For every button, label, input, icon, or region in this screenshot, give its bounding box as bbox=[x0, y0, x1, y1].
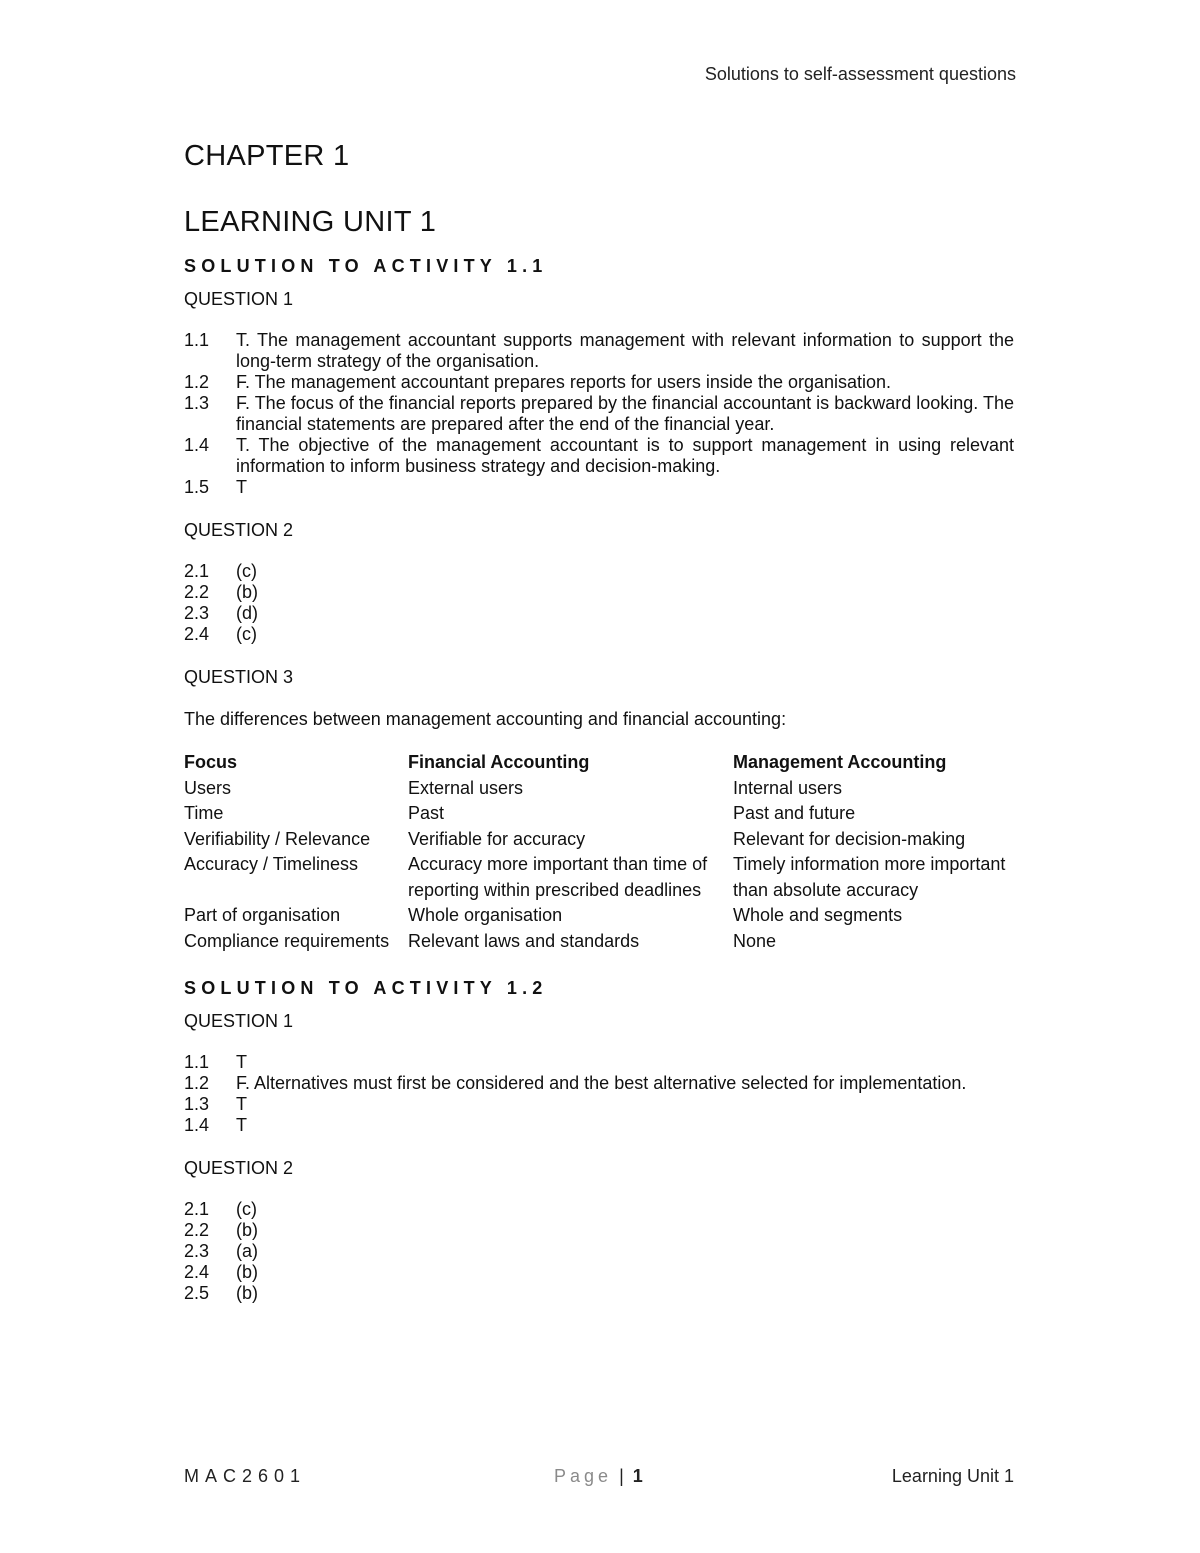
table-row bbox=[184, 776, 1014, 802]
footer-unit-label: Learning Unit 1 bbox=[891, 1466, 1014, 1486]
comparison-table bbox=[184, 750, 1014, 954]
answer-text: (b) bbox=[236, 582, 258, 602]
table-cell: Internal users bbox=[733, 777, 843, 798]
a11-question-2-answers bbox=[184, 561, 1014, 645]
table-row bbox=[184, 903, 1014, 929]
column-header-management: Management Accounting bbox=[733, 752, 947, 772]
answer-text: T bbox=[236, 1052, 247, 1072]
table-cell: None bbox=[733, 930, 777, 951]
answer-number: 1.1 bbox=[184, 1052, 210, 1072]
a11-question-2-label: QUESTION 2 bbox=[184, 520, 294, 540]
answer-number: 2.1 bbox=[184, 1199, 210, 1219]
answer-number: 1.4 bbox=[184, 1115, 210, 1135]
table-cell: Compliance requirements bbox=[184, 930, 390, 951]
answer-item bbox=[184, 435, 1014, 477]
a12-question-1-label: QUESTION 1 bbox=[184, 1011, 294, 1031]
page-number: 1 bbox=[632, 1466, 643, 1486]
page-footer bbox=[184, 1466, 1014, 1490]
a12-question-1-answers bbox=[184, 1052, 1014, 1136]
answer-number: 2.1 bbox=[184, 561, 210, 581]
table-row bbox=[184, 929, 1014, 955]
answer-text: (c) bbox=[236, 624, 257, 644]
table-cell: Users bbox=[184, 777, 232, 798]
answer-text: T bbox=[236, 1094, 247, 1114]
a11-question-3-label: QUESTION 3 bbox=[184, 667, 294, 687]
table-cell: Timely information more important than absolute accuracy bbox=[733, 854, 1006, 900]
table-cell: Accuracy more important than time of reporting within prescribed deadlines bbox=[408, 854, 708, 900]
answer-text: (b) bbox=[236, 1283, 258, 1303]
table-cell: External users bbox=[408, 777, 524, 798]
answer-item bbox=[184, 1199, 1014, 1220]
a12-question-2-answers bbox=[184, 1199, 1014, 1304]
answer-item bbox=[184, 1094, 1014, 1115]
answer-text: F. The focus of the financial reports prepared by the financial accountant is backward looking. The financial statements are prepared after the end of the financial year. bbox=[236, 393, 1014, 434]
answer-number: 2.5 bbox=[184, 1283, 210, 1303]
column-header-financial: Financial Accounting bbox=[408, 752, 590, 772]
answer-item bbox=[184, 330, 1014, 372]
page-content bbox=[184, 132, 1014, 1325]
answer-number: 1.3 bbox=[184, 1094, 210, 1114]
answer-item bbox=[184, 393, 1014, 435]
a11-question-1-label: QUESTION 1 bbox=[184, 289, 294, 309]
unit-title: LEARNING UNIT 1 bbox=[184, 206, 437, 238]
page-indicator bbox=[554, 1466, 664, 1487]
answer-item bbox=[184, 561, 1014, 582]
table-cell: Verifiable for accuracy bbox=[408, 828, 586, 849]
table-header-row bbox=[184, 750, 1014, 776]
running-header: Solutions to self-assessment questions bbox=[704, 64, 1016, 84]
a11-question-3-intro: The differences between management accounting and financial accounting: bbox=[184, 709, 787, 729]
answer-text: F. The management accountant prepares reports for users inside the organisation. bbox=[236, 372, 892, 392]
answer-text: T bbox=[236, 477, 247, 497]
activity-1-2-heading: SOLUTION TO ACTIVITY 1.2 bbox=[184, 978, 548, 998]
answer-text: T. The management accountant supports management with relevant information to support the long-term strategy of the organisation. bbox=[236, 330, 1014, 371]
answer-number: 1.2 bbox=[184, 1073, 210, 1093]
a11-question-1-answers bbox=[184, 330, 1014, 498]
answer-item bbox=[184, 477, 1014, 498]
answer-item bbox=[184, 1220, 1014, 1241]
answer-text: T bbox=[236, 1115, 247, 1135]
answer-number: 2.3 bbox=[184, 603, 210, 623]
course-code: MAC2601 bbox=[184, 1466, 307, 1486]
answer-item bbox=[184, 1241, 1014, 1262]
answer-item bbox=[184, 603, 1014, 624]
answer-text: (c) bbox=[236, 1199, 257, 1219]
answer-item bbox=[184, 1052, 1014, 1073]
answer-number: 1.5 bbox=[184, 477, 210, 497]
column-header-focus: Focus bbox=[184, 752, 238, 772]
answer-item bbox=[184, 582, 1014, 603]
answer-number: 1.3 bbox=[184, 393, 210, 413]
table-cell: Verifiability / Relevance bbox=[184, 828, 371, 849]
answer-item bbox=[184, 1115, 1014, 1136]
answer-number: 2.3 bbox=[184, 1241, 210, 1261]
activity-1-1-heading: SOLUTION TO ACTIVITY 1.1 bbox=[184, 256, 548, 276]
a12-question-2-label: QUESTION 2 bbox=[184, 1158, 294, 1178]
table-cell: Part of organisation bbox=[184, 905, 341, 925]
answer-item bbox=[184, 372, 1014, 393]
answer-number: 1.2 bbox=[184, 372, 210, 392]
chapter-title: CHAPTER 1 bbox=[184, 140, 350, 172]
answer-number: 2.4 bbox=[184, 624, 210, 644]
answer-text: (a) bbox=[236, 1241, 258, 1261]
answer-item bbox=[184, 1262, 1014, 1283]
answer-number: 1.1 bbox=[184, 330, 210, 350]
table-cell: Relevant laws and standards bbox=[408, 930, 640, 951]
answer-item bbox=[184, 1283, 1014, 1304]
answer-text: (c) bbox=[236, 561, 257, 581]
answer-number: 2.4 bbox=[184, 1262, 210, 1282]
table-cell: Accuracy / Timeliness bbox=[184, 854, 359, 874]
answer-item bbox=[184, 1073, 1014, 1094]
answer-text: (b) bbox=[236, 1220, 258, 1240]
answer-text: (d) bbox=[236, 603, 258, 623]
answer-item bbox=[184, 624, 1014, 645]
answer-number: 2.2 bbox=[184, 582, 210, 602]
table-cell: Relevant for decision-making bbox=[733, 828, 966, 849]
table-row bbox=[184, 852, 1014, 903]
table-cell: Whole organisation bbox=[408, 905, 563, 925]
answer-text: (b) bbox=[236, 1262, 258, 1282]
table-cell: Time bbox=[184, 803, 224, 823]
table-cell: Past bbox=[408, 803, 445, 823]
table-row bbox=[184, 801, 1014, 827]
table-cell: Whole and segments bbox=[733, 905, 903, 925]
page-separator: | bbox=[619, 1466, 624, 1486]
answer-text: T. The objective of the management accountant is to support management in using relevant information to inform business strategy and decision-making. bbox=[236, 435, 1014, 476]
table-row bbox=[184, 827, 1014, 853]
answer-number: 1.4 bbox=[184, 435, 210, 455]
table-cell: Past and future bbox=[733, 803, 856, 823]
answer-text: F. Alternatives must first be considered and the best alternative selected for implementation. bbox=[236, 1073, 967, 1093]
answer-number: 2.2 bbox=[184, 1220, 210, 1240]
page-word: Page bbox=[554, 1466, 613, 1486]
